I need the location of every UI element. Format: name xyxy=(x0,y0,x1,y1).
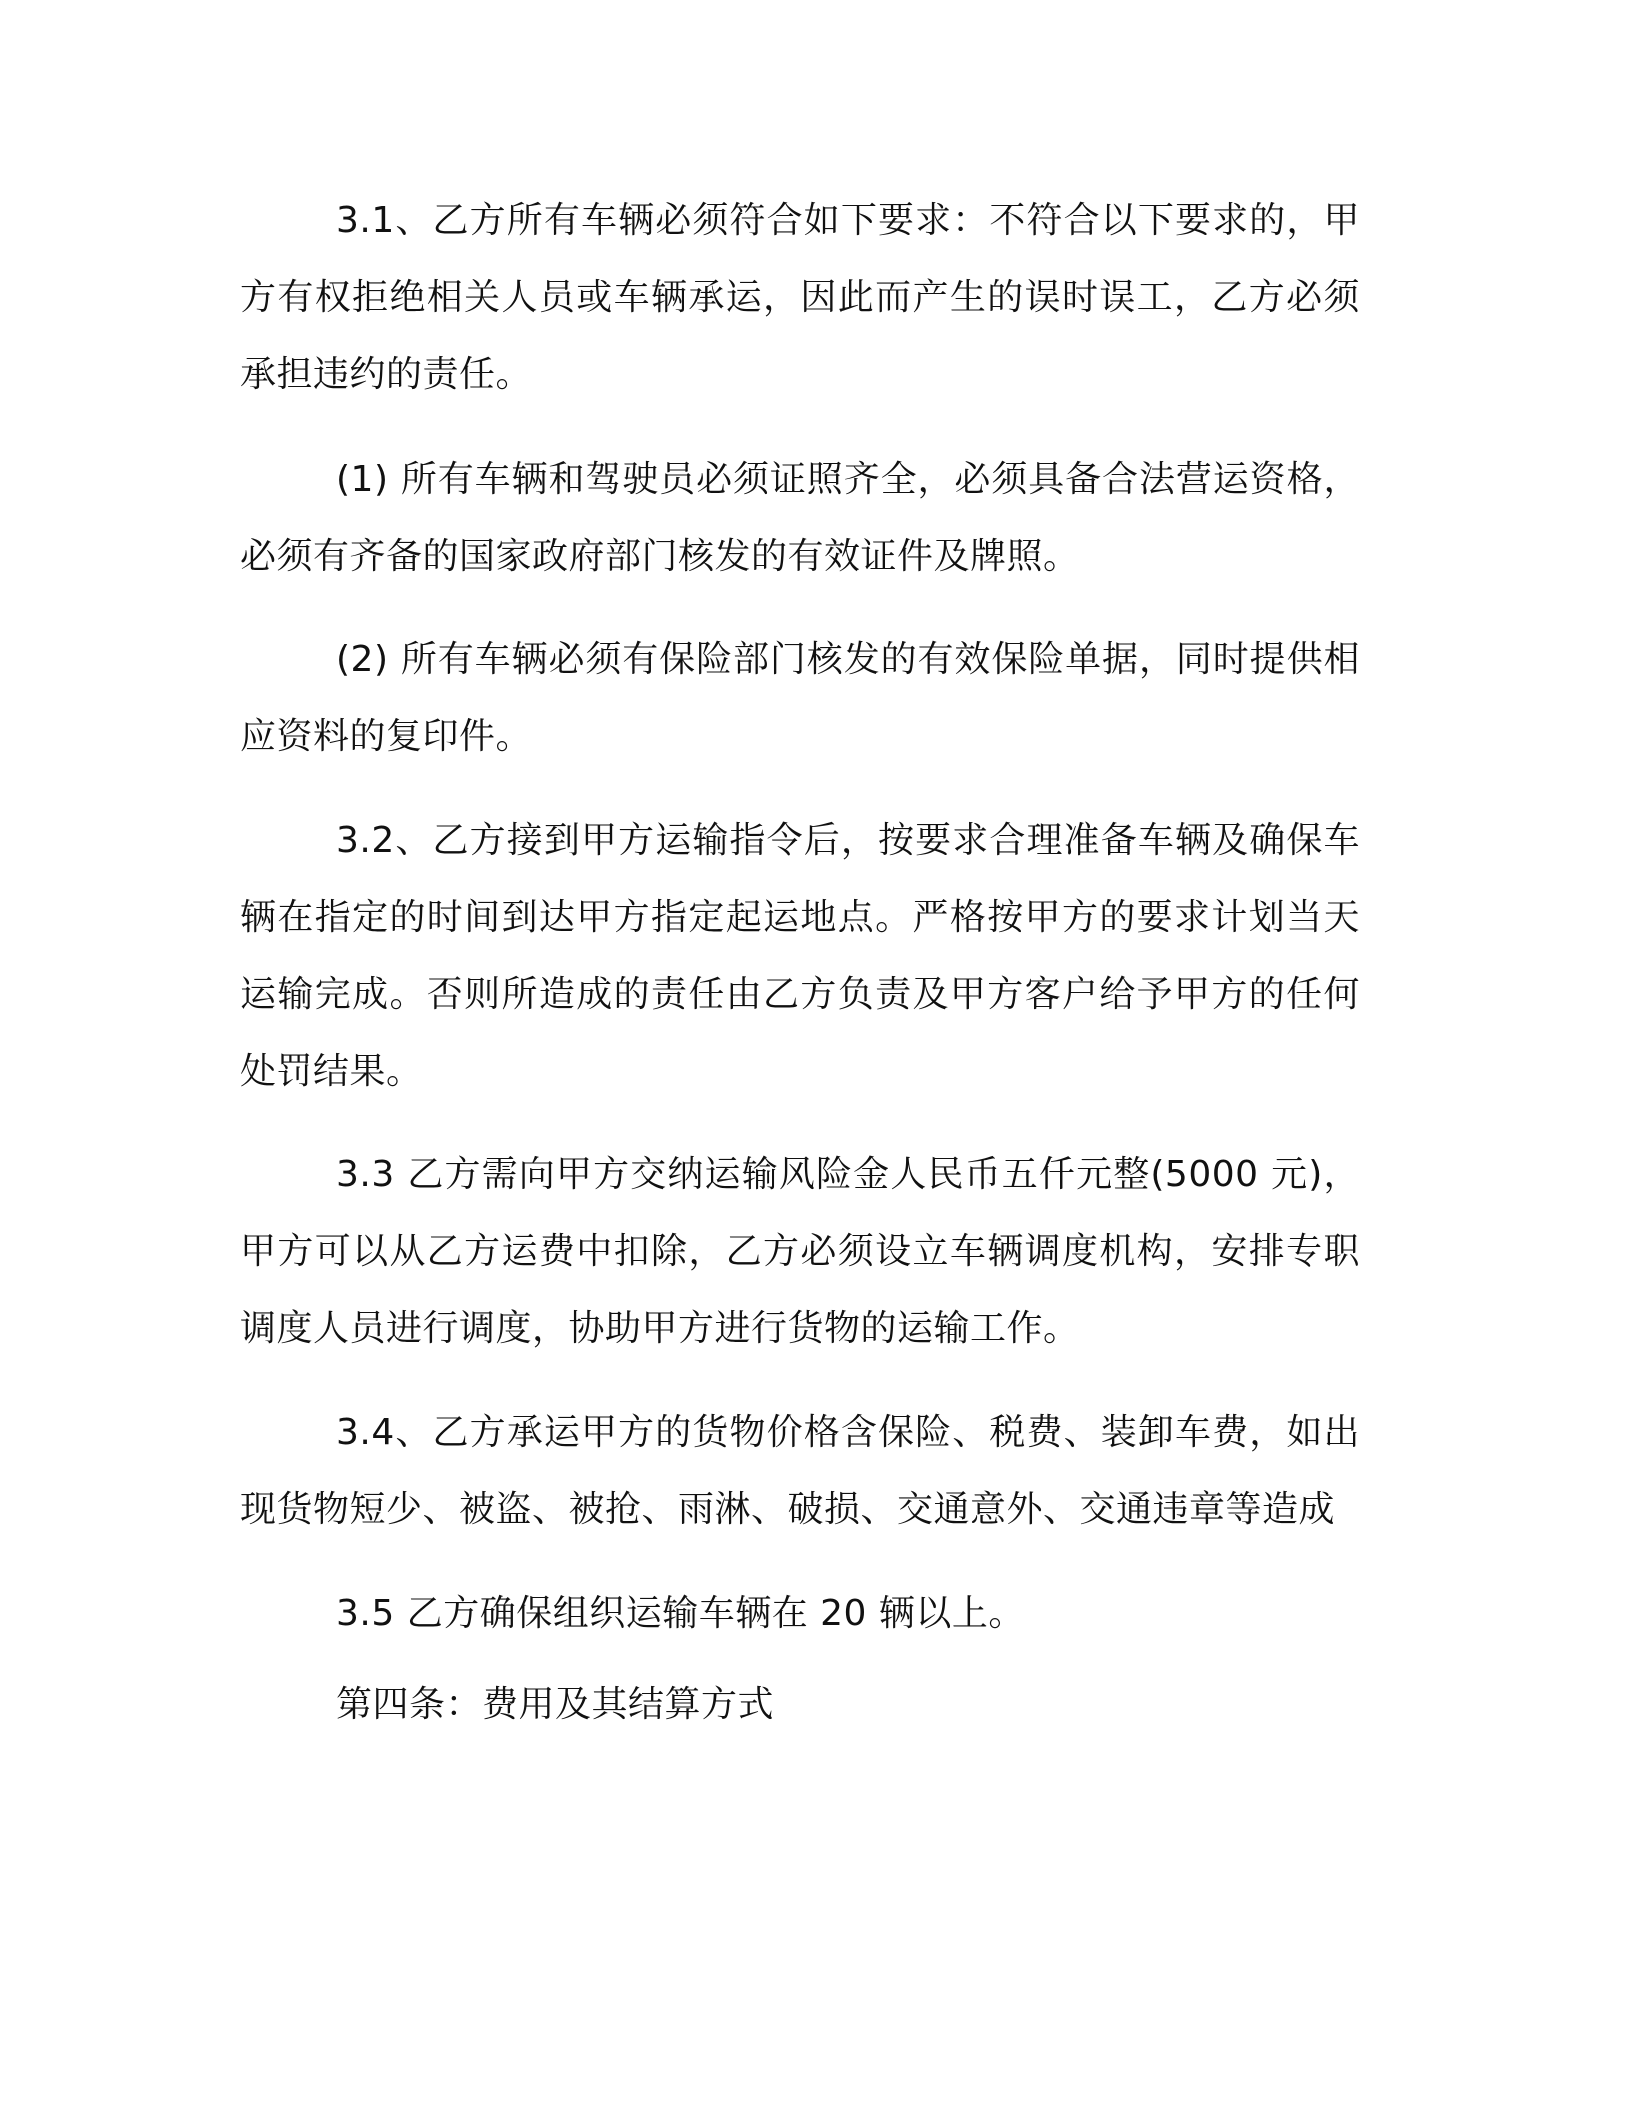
clause-3-2: 3.2、乙方接到甲方运输指令后，按要求合理准备车辆及确保车辆在指定的时间到达甲方指定起运地点。严格按甲方的要求计划当天运输完成。否则所造成的责任由乙方负责及甲方客户给予甲方的任何处罚结果。 xyxy=(240,820,1360,1092)
clause-3-5: 3.5 乙方确保组织运输车辆在 20 辆以上。 xyxy=(336,1593,1025,1634)
clause-3-1-item-1: (1) 所有车辆和驾驶员必须证照齐全，必须具备合法营运资格，必须有齐备的国家政府部门核发的有效证件及牌照。 xyxy=(240,459,1360,577)
clause-3-1: 3.1、乙方所有车辆必须符合如下要求：不符合以下要求的，甲方有权拒绝相关人员或车辆承运，因此而产生的误时误工，乙方必须承担违约的责任。 xyxy=(240,200,1360,395)
clause-3-1-item-2: (2) 所有车辆必须有保险部门核发的有效保险单据，同时提供相应资料的复印件。 xyxy=(240,639,1360,757)
article-4-heading: 第四条：费用及其结算方式 xyxy=(336,1684,775,1725)
clause-3-3: 3.3 乙方需向甲方交纳运输风险金人民币五仟元整(5000 元)，甲方可以从乙方运费中扣除，乙方必须设立车辆调度机构，安排专职调度人员进行调度，协助甲方进行货物的运输工作。 xyxy=(240,1154,1360,1349)
clause-3-4: 3.4、乙方承运甲方的货物价格含保险、税费、装卸车费，如出现货物短少、被盗、被抢、雨淋、破损、交通意外、交通违章等造成 xyxy=(240,1412,1360,1530)
